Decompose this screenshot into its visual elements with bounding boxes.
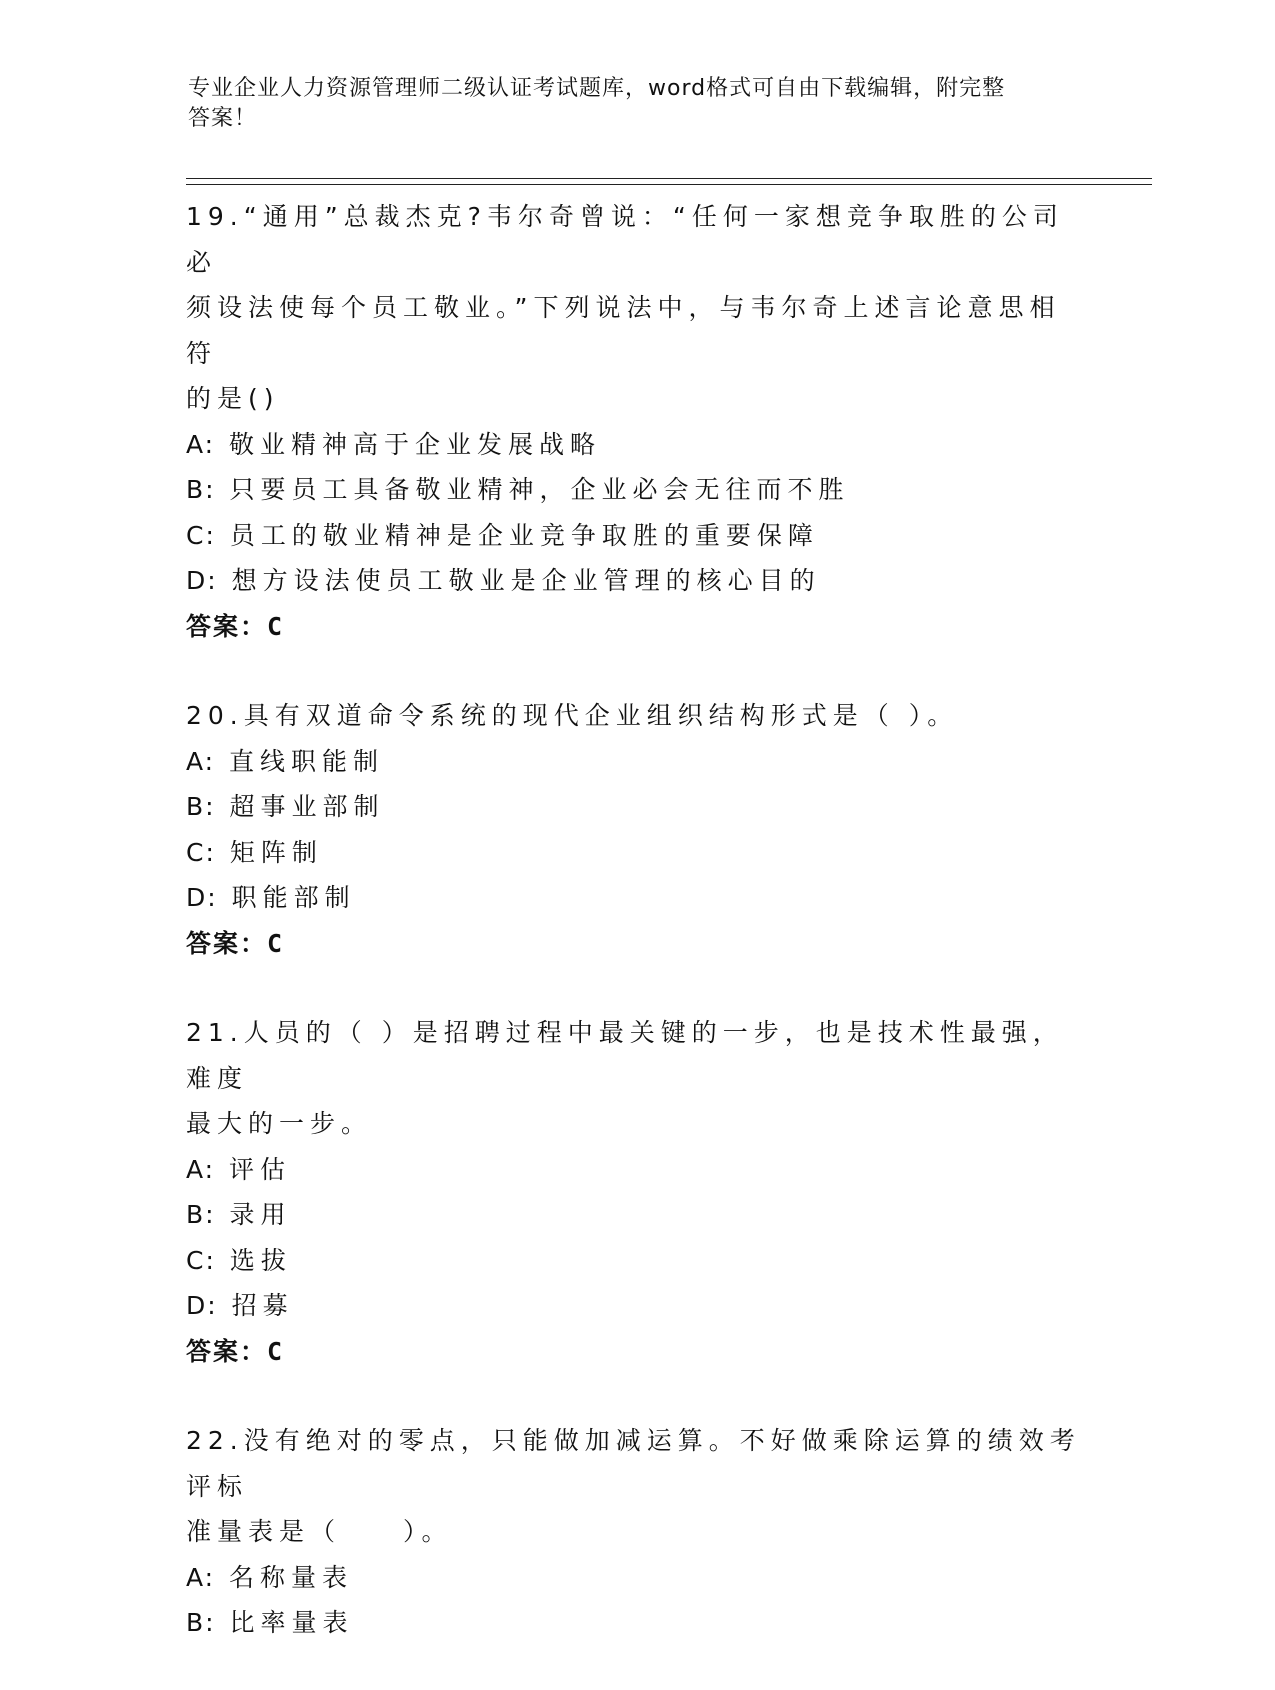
question-19-option-d bbox=[186, 558, 1086, 604]
question-21-option-d bbox=[186, 1283, 1086, 1329]
option-text: 职能部制 bbox=[231, 883, 356, 912]
option-letter: B: bbox=[186, 1608, 216, 1637]
option-letter: A: bbox=[186, 1154, 216, 1184]
answer-label: 答案： bbox=[186, 1336, 268, 1366]
header-divider-bottom bbox=[186, 184, 1152, 185]
question-20-option-a bbox=[186, 739, 1086, 785]
option-letter: B: bbox=[186, 792, 216, 821]
option-text: 矩阵制 bbox=[229, 837, 323, 867]
question-22-option-a bbox=[186, 1555, 1086, 1601]
question-19-line-1: 19.“通用”总裁杰克?韦尔奇曾说：“任何一家想竞争取胜的公司必 bbox=[186, 202, 1064, 277]
option-text: 只要员工具备敬业精神，企业必会无往而不胜 bbox=[229, 475, 850, 504]
question-21-line-2: 最大的一步。 bbox=[186, 1109, 373, 1138]
option-letter: C: bbox=[186, 837, 216, 867]
question-list bbox=[186, 194, 1086, 1690]
answer-value: C bbox=[267, 928, 285, 958]
option-text: 想方设法使员工敬业是企业管理的核心目的 bbox=[231, 566, 821, 595]
option-text: 名称量表 bbox=[229, 1562, 354, 1592]
option-text: 录用 bbox=[229, 1200, 292, 1229]
option-letter: A: bbox=[186, 429, 216, 459]
question-19-option-c bbox=[186, 513, 1086, 559]
option-letter: B: bbox=[186, 1200, 216, 1229]
option-letter: D: bbox=[186, 1291, 218, 1320]
answer-value: C bbox=[267, 1336, 285, 1366]
option-text: 评估 bbox=[229, 1154, 292, 1184]
question-20-line-1: 20.具有双道命令系统的现代企业组织结构形式是（ ）。 bbox=[186, 701, 959, 730]
option-text: 超事业部制 bbox=[229, 792, 385, 821]
option-text: 选拔 bbox=[229, 1245, 292, 1275]
question-21-answer bbox=[186, 1329, 1086, 1375]
question-19-option-a bbox=[186, 422, 1086, 468]
question-21-option-c bbox=[186, 1238, 1086, 1284]
question-21-option-a bbox=[186, 1147, 1086, 1193]
question-22-line-2: 准量表是（ ）。 bbox=[186, 1517, 453, 1546]
question-22 bbox=[186, 1418, 1086, 1646]
option-text: 直线职能制 bbox=[229, 746, 385, 776]
question-22-option-b bbox=[186, 1600, 1086, 1646]
question-21-option-b bbox=[186, 1192, 1086, 1238]
answer-value: C bbox=[267, 611, 285, 641]
document-header bbox=[188, 74, 1068, 134]
question-21 bbox=[186, 1010, 1086, 1374]
option-letter: C: bbox=[186, 520, 216, 550]
header-line-2: 答案！ bbox=[188, 106, 258, 131]
option-text: 敬业精神高于企业发展战略 bbox=[229, 429, 602, 459]
answer-label: 答案： bbox=[186, 928, 268, 958]
header-divider-top bbox=[186, 178, 1152, 179]
question-21-line-1: 21.人员的（ ）是招聘过程中最关键的一步，也是技术性最强，难度 bbox=[186, 1018, 1064, 1093]
question-19-answer bbox=[186, 604, 1086, 650]
option-letter: D: bbox=[186, 566, 218, 595]
question-20-answer bbox=[186, 921, 1086, 967]
question-22-line-1: 22.没有绝对的零点，只能做加减运算。不好做乘除运算的绩效考评标 bbox=[186, 1426, 1081, 1501]
option-letter: A: bbox=[186, 746, 216, 776]
question-19-option-b bbox=[186, 467, 1086, 513]
question-19 bbox=[186, 194, 1086, 649]
question-19-line-2: 须设法使每个员工敬业。”下列说法中，与韦尔奇上述言论意思相符 bbox=[186, 293, 1061, 368]
question-20-option-b bbox=[186, 784, 1086, 830]
question-20 bbox=[186, 693, 1086, 966]
option-letter: A: bbox=[186, 1562, 216, 1592]
option-text: 员工的敬业精神是企业竞争取胜的重要保障 bbox=[229, 520, 819, 550]
option-letter: B: bbox=[186, 475, 216, 504]
option-letter: D: bbox=[186, 883, 218, 912]
question-20-option-c bbox=[186, 830, 1086, 876]
option-letter: C: bbox=[186, 1245, 216, 1275]
question-19-line-3: 的是() bbox=[186, 384, 280, 413]
answer-label: 答案： bbox=[186, 611, 268, 641]
question-20-option-d bbox=[186, 875, 1086, 921]
option-text: 比率量表 bbox=[229, 1608, 354, 1637]
option-text: 招募 bbox=[231, 1291, 294, 1320]
header-line-1: 专业企业人力资源管理师二级认证考试题库，word格式可自由下载编辑，附完整 bbox=[188, 76, 1006, 101]
